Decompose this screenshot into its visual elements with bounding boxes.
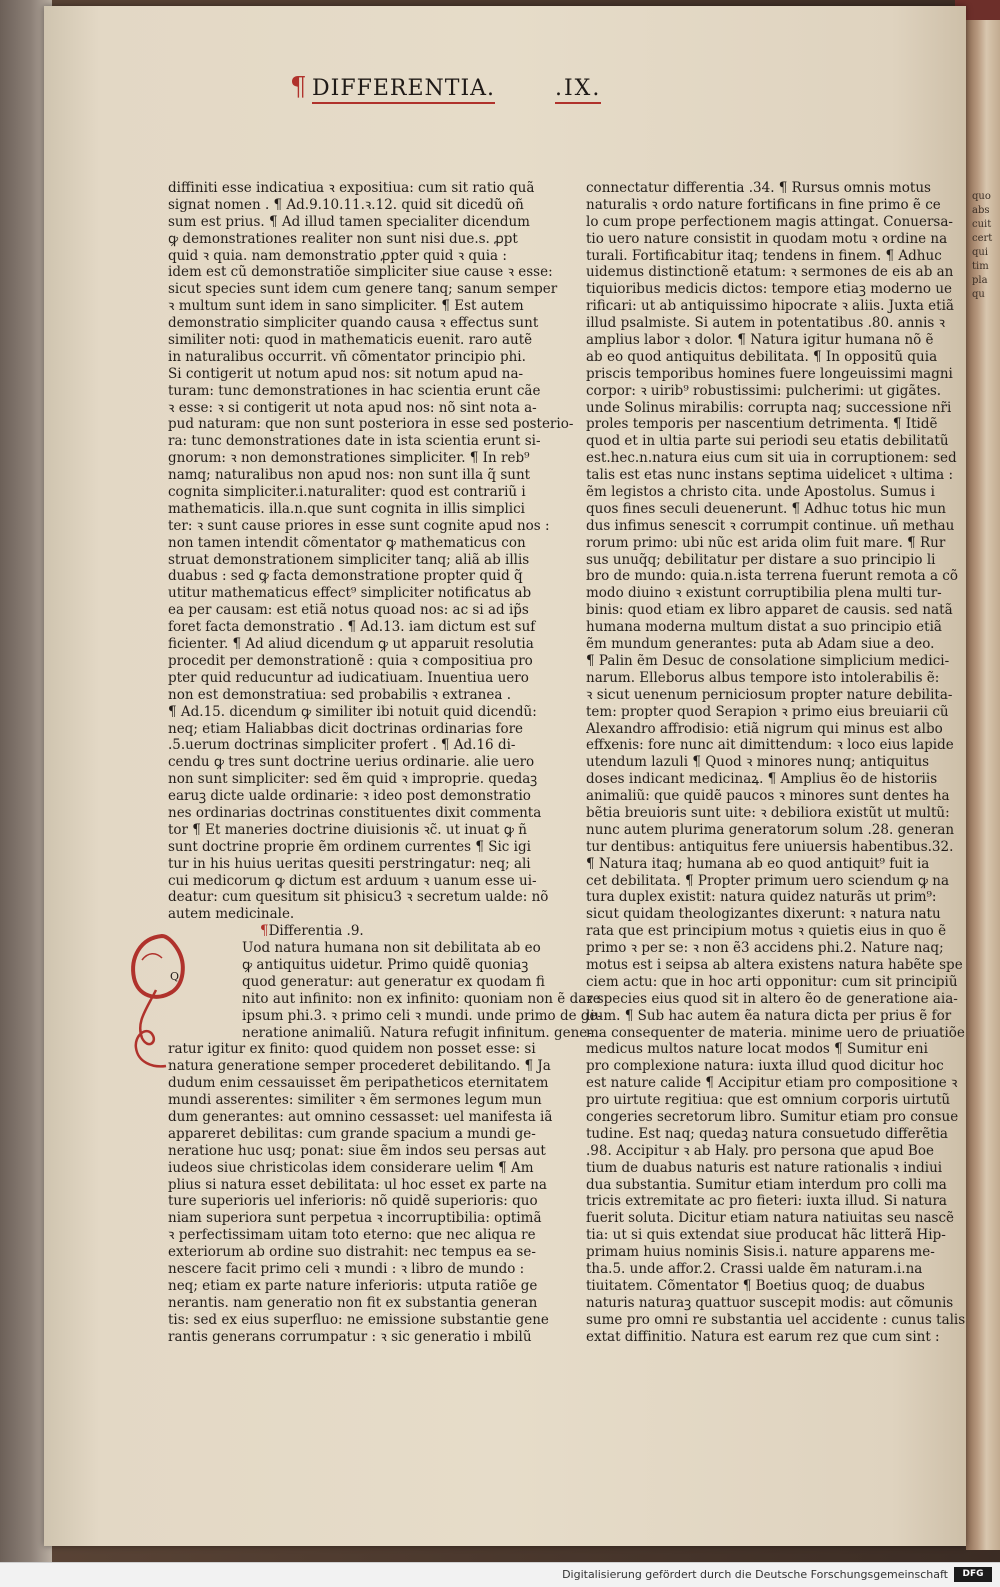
text-line: lium. ¶ Sub hac autem ẽa natura dicta per prius ẽ for bbox=[586, 1007, 952, 1024]
edge-fragment: cuit bbox=[972, 219, 992, 230]
text-line: nes ordinarias doctrinas constituentes dixit commenta bbox=[168, 804, 542, 821]
text-line: pro complexione natura: iuxta illud quod dicitur hoc bbox=[586, 1058, 944, 1075]
footer-bar bbox=[0, 1562, 1000, 1587]
text-line: neratione animaliũ. Natura refugit infinitum. gene- bbox=[242, 1024, 592, 1041]
text-line: utendum lazuli ¶ Quod ꝛ minores nunq; antiquitus bbox=[586, 754, 930, 771]
running-header bbox=[290, 64, 630, 104]
text-line: tem: propter quod Serapion ꝛ primo eius breuiarii cũ bbox=[586, 703, 949, 720]
text-line: niam superiora sunt perpetua ꝛ incorruptibilia: optimã bbox=[168, 1210, 542, 1227]
text-line: duabus : sed ꝙ facta demonstratione propter quid q̃ bbox=[168, 568, 523, 585]
text-line: .98. Accipitur ꝛ ab Haly. pro persona que apud Boe bbox=[586, 1142, 934, 1159]
text-line: ea per causam: est etiã notus quoad nos: ac si ad ip̃s bbox=[168, 602, 529, 619]
text-line: modo diuino ꝛ existunt corruptibilia plena multi tur- bbox=[586, 585, 942, 602]
text-line: doses indicant medicinaꝝ. ¶ Amplius ẽo de historiis bbox=[586, 771, 938, 788]
text-line: turam: tunc demonstrationes in hac scientia erunt cãe bbox=[168, 382, 541, 399]
text-line: tium de duabus naturis est nature rationalis ꝛ indiui bbox=[586, 1159, 943, 1176]
text-line: connectatur differentia .34. ¶ Rursus omnis motus bbox=[586, 180, 931, 196]
text-line: non tamen intendit cõmentator ꝙ mathematicus con bbox=[168, 534, 526, 551]
edge-fragment: qui bbox=[972, 247, 989, 258]
text-line: plius si natura esset debilitata: ul hoc esset ex parte na bbox=[168, 1176, 547, 1193]
text-line: tur in his huius ueritas quesiti perstringatur: neq; ali bbox=[168, 855, 531, 872]
text-line: neq; etiam Haliabbas dicit doctrinas ordinarias fore bbox=[168, 720, 524, 737]
text-line: primo ꝛ per se: ꝛ non ẽ3 accidens phi.2. Nature naq; bbox=[586, 940, 944, 957]
text-line: medicus multos nature locat modos ¶ Sumitur eni bbox=[586, 1041, 928, 1058]
text-line: ficienter. ¶ Ad aliud dicendum ꝙ ut apparuit resolutia bbox=[168, 636, 534, 653]
text-line: ratur igitur ex finito: quod quidem non posset esse: si bbox=[168, 1041, 536, 1058]
section-title: Differentia .9. bbox=[268, 923, 364, 940]
text-line: quos fines seculi deuenerunt. ¶ Adhuc totus hic mun bbox=[586, 500, 946, 517]
pilcrow-icon: ¶ bbox=[290, 72, 307, 102]
text-line: in naturalibus occurrit. vñ cõmentator principio phi. bbox=[168, 348, 526, 365]
text-line: quod et in ultia parte sui periodi seu etatis debilitatũ bbox=[586, 433, 949, 450]
text-line: effxenis: fore nunc ait dimittendum: ꝛ loco eius lapide bbox=[586, 737, 954, 754]
text-line: struat demonstrationem simpliciter tanq; aliã ab illis bbox=[168, 551, 530, 568]
text-line: sus unuq̃q; debilitatur per distare a suo principio li bbox=[586, 551, 936, 568]
text-line: mundi asserentes: similiter ꝛ ẽm sermones legum mun bbox=[168, 1092, 542, 1109]
text-line: ꝛ multum sunt idem in sano simpliciter. ¶ Est autem bbox=[168, 298, 524, 315]
text-line: natura generatione semper procederet debilitando. ¶ Ja bbox=[168, 1058, 551, 1075]
text-line: ẽm legistos a christo cita. unde Apostolus. Sumus i bbox=[586, 484, 935, 501]
text-line: utitur mathematicus effect⁹ simpliciter notificatus ab bbox=[168, 585, 532, 602]
text-line: unde Solinus mirabilis: corrupta naq; successione nr̃i bbox=[586, 399, 952, 416]
text-line: Uod natura humana non sit debilitata ab eo bbox=[242, 940, 541, 957]
text-line: rificari: ut ab antiquissimo hipocrate ꝛ aliis. Juxta etiã bbox=[586, 298, 954, 315]
running-title: DIFFERENTIA. bbox=[312, 76, 495, 104]
decorated-initial-q bbox=[122, 930, 192, 1090]
text-line: ter: ꝛ sunt cause priores in esse sunt cognite apud nos : bbox=[168, 517, 550, 534]
text-line: nescere facit primo celi ꝛ mundi : ꝛ libro de mundo : bbox=[168, 1261, 525, 1277]
edge-fragment: abs bbox=[972, 205, 990, 216]
text-line: dum generantes: aut omnino cessasset: uel manifesta iã bbox=[168, 1108, 553, 1125]
text-line: ab eo quod antiquitus debilitata. ¶ In oppositũ quia bbox=[586, 348, 938, 365]
text-line: primam huius nominis Sisis.i. nature apparens me- bbox=[586, 1244, 935, 1261]
right-text-column bbox=[586, 180, 966, 1345]
text-line: humana moderna multum distat a suo principio etiã bbox=[586, 619, 942, 636]
guide-letter: Q bbox=[170, 970, 180, 983]
text-line: pud naturam: que non sunt posteriora in esse sed posterio- bbox=[168, 416, 574, 433]
text-line: ¶ Natura itaq; humana ab eo quod antiquit⁹ fuit ia bbox=[586, 855, 930, 872]
text-line: earuꝫ dicte ualde ordinarie: ꝛ ideo post demonstratio bbox=[168, 788, 531, 805]
dfg-logo: DFG bbox=[954, 1567, 992, 1582]
text-line: tia: ut si quis extendat siue producat hãc litterã Hip- bbox=[586, 1227, 946, 1244]
text-line: non sunt simpliciter: sed ẽm quid ꝛ improprie. quedaꝫ bbox=[168, 771, 538, 788]
text-line: extat diffinitio. Natura est earum rez que cum sint : bbox=[586, 1328, 940, 1345]
text-line: ¶ Palin ẽm Desuc de consolatione simplicium medici- bbox=[586, 652, 950, 669]
text-line: similiter noti: quod in mathematicis euenit. raro autẽ bbox=[168, 332, 533, 349]
text-line: binis: quod etiam ex libro apparet de causis. sed natã bbox=[586, 602, 953, 619]
text-line: fuerit soluta. Dicitur etiam natura natiuitas seu nascẽ bbox=[586, 1210, 955, 1227]
text-line: uidemus distinctionẽ etatum: ꝛ sermones de eis ab an bbox=[586, 264, 954, 281]
text-line: priscis temporibus homines fuere longeuissimi magni bbox=[586, 365, 953, 382]
text-line: gnorum: ꝛ non demonstrationes simpliciter. ¶ In reb⁹ bbox=[168, 450, 530, 467]
edge-fragment: tim bbox=[972, 261, 989, 272]
text-line: rantis generans corrumpatur : ꝛ sic generatio i mbilũ bbox=[168, 1328, 532, 1345]
text-line: sicut species sunt idem cum genere tanq; sanum semper bbox=[168, 281, 558, 298]
text-line: Si contigerit ut notum apud nos: sit notum apud na- bbox=[168, 365, 524, 382]
text-line: sum est prius. ¶ Ad illud tamen specialiter dicendum bbox=[168, 213, 530, 230]
text-line: cui medicorum ꝙ dictum est arduum ꝛ uanum esse ui- bbox=[168, 872, 537, 889]
text-line: tis: sed ex eius superfluo: ne emissione substantie gene bbox=[168, 1311, 549, 1328]
left-text-column bbox=[168, 180, 603, 1345]
text-line: dua substantia. Sumitur etiam interdum pro colli ma bbox=[586, 1176, 947, 1193]
text-line: tiquioribus medicis dictos: tempore etiaꝫ moderno ue bbox=[586, 281, 953, 298]
folio-number: .IX. bbox=[555, 76, 601, 104]
text-line: turali. Fortificabitur itaq; tendens in finem. ¶ Adhuc bbox=[586, 247, 942, 264]
text-line: tio uero nature consistit in quodam motu ꝛ ordine na bbox=[586, 230, 948, 247]
text-line: ture superioris uel inferioris: nõ quidẽ superioris: quo bbox=[168, 1193, 538, 1210]
edge-fragment: quo bbox=[972, 191, 991, 202]
pilcrow-icon: ¶ bbox=[260, 923, 269, 940]
edge-fragment: pla bbox=[972, 275, 988, 286]
text-line: cognita simpliciter.i.naturaliter: quod est contrariũ i bbox=[168, 484, 526, 501]
edge-fragment: qu bbox=[972, 289, 985, 300]
text-line: amplius labor ꝛ dolor. ¶ Natura igitur humana nõ ẽ bbox=[586, 332, 934, 349]
text-line: quod generatur: aut generatur ex quodam fi bbox=[242, 973, 545, 990]
edge-fragment: cert bbox=[972, 233, 993, 244]
text-line: nito aut infinito: non ex infinito: quoniam non ẽ dare bbox=[242, 990, 601, 1007]
funding-credit: Digitalisierung gefördert durch die Deutsche Forschungsgemeinschaft bbox=[562, 1568, 948, 1581]
text-line: mathematicis. illa.n.que sunt cognita in illis simplici bbox=[168, 500, 525, 517]
text-line: ꝛ species eius quod sit in altero ẽo de generatione aia- bbox=[586, 990, 958, 1007]
text-line: ẽm mundum generantes: puta ab Adam siue a deo. bbox=[586, 636, 935, 653]
text-line: procedit per demonstrationẽ : quia ꝛ compositiua pro bbox=[168, 652, 533, 669]
text-line: pro uirtute regitiua: que est omnium corporis uirtutũ bbox=[586, 1092, 951, 1109]
text-line: sicut quidam theologizantes dixerunt: ꝛ natura natu bbox=[586, 906, 941, 923]
text-line: signat nomen . ¶ Ad.9.10.11.ꝛ.12. quid sit dicedũ oñ bbox=[168, 196, 524, 213]
text-line: ꝛ perfectissimam uitam toto eterno: que nec aliqua re bbox=[168, 1227, 536, 1244]
text-line: ꝛ esse: ꝛ si contigerit ut nota apud nos: nõ sint nota a- bbox=[168, 399, 537, 416]
text-line: tricis extremitate ac pro fieteri: iuxta illud. Si natura bbox=[586, 1193, 947, 1210]
text-line: deatur: cum quesitum sit phisicu3 ꝛ secretum ualde: nõ bbox=[168, 889, 549, 906]
text-line: autem medicinale. bbox=[168, 906, 295, 923]
next-page-edge-text bbox=[972, 190, 998, 302]
text-line: naturalis ꝛ ordo nature fortificans in fine primo ẽ ce bbox=[586, 196, 941, 213]
text-line: dudum enim cessauisset ẽm peripatheticos eternitatem bbox=[168, 1075, 549, 1092]
text-line: pter quid reducuntur ad iudicatiuam. Inuentiua uero bbox=[168, 669, 529, 686]
text-line: talis est etas nunc instans septima uidelicet ꝛ ultima : bbox=[586, 467, 954, 484]
text-line: ciem actu: que in hoc arti opponitur: cum sit principiũ bbox=[586, 973, 958, 990]
text-line: sunt doctrine proprie ẽm ordinem currentes ¶ Sic igi bbox=[168, 838, 531, 855]
text-line: appareret debilitas: cum grande spacium a mundi ge- bbox=[168, 1125, 536, 1142]
text-line: congeries secretorum libro. Sumitur etiam pro consue bbox=[586, 1108, 959, 1125]
text-line: diffiniti esse indicatiua ꝛ expositiua: cum sit ratio quã bbox=[168, 180, 535, 196]
text-line: naturis naturaꝫ quattuor suscepit modis: aut cõmunis bbox=[586, 1294, 954, 1311]
text-line: narum. Elleborus albus tempore isto intolerabilis ẽ: bbox=[586, 669, 940, 686]
text-line: cet debilitata. ¶ Propter primum uero sciendum ꝙ na bbox=[586, 872, 950, 889]
text-line: sume pro omni re substantia uel accidente : cunus talis bbox=[586, 1311, 966, 1328]
text-line: demonstratio simpliciter quando causa ꝛ effectus sunt bbox=[168, 315, 539, 332]
text-line: iudeos siue christicolas idem considerare uelim ¶ Am bbox=[168, 1159, 534, 1176]
text-line: ¶ Ad.15. dicendum ꝙ similiter ibi notuit quid dicendũ: bbox=[168, 703, 537, 720]
text-line: proles temporis per nascentium detrimenta. ¶ Itidẽ bbox=[586, 416, 938, 433]
text-line: Alexandro affrodisio: etiã nigrum qui minus est albo bbox=[586, 720, 943, 737]
text-line: tor ¶ Et maneries doctrine diuisionis ꝛc̃. ut inuat ꝙ ñ bbox=[168, 821, 527, 838]
text-line: tudine. Est naq; quedaꝫ natura consuetudo differẽtia bbox=[586, 1125, 948, 1142]
text-line: exteriorum ab ordine suo distrahit: nec tempus ea se- bbox=[168, 1244, 536, 1261]
text-line: est nature calide ¶ Accipitur etiam pro compositione ꝛ bbox=[586, 1075, 958, 1092]
text-line: tiuitatem. Cõmentator ¶ Boetius quoq; de duabus bbox=[586, 1277, 925, 1294]
text-line: est.hec.n.natura eius cum sit uia in corruptionem: sed bbox=[586, 450, 957, 467]
text-line: namq; naturalibus non apud nos: non sunt illa q̃ sunt bbox=[168, 467, 531, 484]
text-line: nunc autem plurima generatorum solum .28. generan bbox=[586, 821, 955, 838]
text-line: animaliũ: que quidẽ paucos ꝛ minores sunt dentes ha bbox=[586, 788, 950, 805]
text-line: motus est i seipsa ab altera existens natura habẽte spe bbox=[586, 956, 963, 973]
text-line: neq; etiam ex parte nature inferioris: utputa ratiõe ge bbox=[168, 1277, 538, 1294]
text-line: rata que est principium motus ꝛ quietis eius in quo ẽ bbox=[586, 923, 947, 940]
text-line: ra: tunc demonstrationes date in ista scientia erunt si- bbox=[168, 433, 541, 450]
text-line: bro de mundo: quia.n.ista terrena fuerunt remota a cõ bbox=[586, 568, 958, 585]
text-line: ꝙ antiquitus uidetur. Primo quidẽ quoniaꝫ bbox=[242, 956, 529, 973]
text-line: corpor: ꝛ uirib⁹ robustissimi: pulcherimi: ut gigãtes. bbox=[586, 382, 942, 399]
text-line: ipsum phi.3. ꝛ primo celi ꝛ mundi. unde primo de ge- bbox=[242, 1007, 603, 1024]
text-line: nerantis. nam generatio non fit ex substantia generan bbox=[168, 1294, 538, 1311]
text-line: bẽtia breuioris sunt uite: ꝛ debiliora existũt ut multũ: bbox=[586, 804, 950, 821]
text-line: neratione huc usq; ponat: siue ẽm indos seu persas aut bbox=[168, 1142, 546, 1159]
text-line: ꝙ demonstrationes realiter non sunt nisi due.s. ꝓpt bbox=[168, 230, 518, 247]
text-line: .5.uerum doctrinas simpliciter profert . ¶ Ad.16 di- bbox=[168, 737, 516, 754]
text-line: cendu ꝙ tres sunt doctrine uerius ordinarie. alie uero bbox=[168, 754, 535, 771]
text-line: tur dentibus: antiquitus fere uniuersis habentibus.32. bbox=[586, 838, 954, 855]
text-line: tura duplex existit: natura quidez naturãs ut prim⁹: bbox=[586, 889, 937, 906]
text-line: dus infimus senescit ꝛ corrumpit continue. uñ methau bbox=[586, 517, 955, 534]
text-line: idem est cũ demonstratiõe simpliciter siue cause ꝛ esse: bbox=[168, 264, 553, 281]
text-line: illud psalmiste. Si autem in potentatibus .80. annis ꝛ bbox=[586, 315, 946, 332]
text-line: tha.5. unde affor.2. Crassi ualde ẽm naturam.i.na bbox=[586, 1261, 923, 1277]
text-line: lo cum prope perfectionem magis attingat. Conuersa- bbox=[586, 213, 953, 230]
text-line: non est demonstratiua: sed probabilis ꝛ extranea . bbox=[168, 686, 511, 703]
section-heading bbox=[168, 923, 486, 940]
text-line: ꝛ sicut uenenum perniciosum propter nature debilita- bbox=[586, 686, 953, 703]
text-line: foret facta demonstratio . ¶ Ad.13. iam dictum est suf bbox=[168, 619, 536, 636]
text-line: ma consequenter de materia. minime uero de priuatiõe bbox=[586, 1024, 965, 1041]
text-line: rorum primo: ubi nũc est arida olim fuit mare. ¶ Rur bbox=[586, 534, 946, 551]
text-line: quid ꝛ quia. nam demonstratio ꝓpter quid ꝛ quia : bbox=[168, 247, 507, 264]
